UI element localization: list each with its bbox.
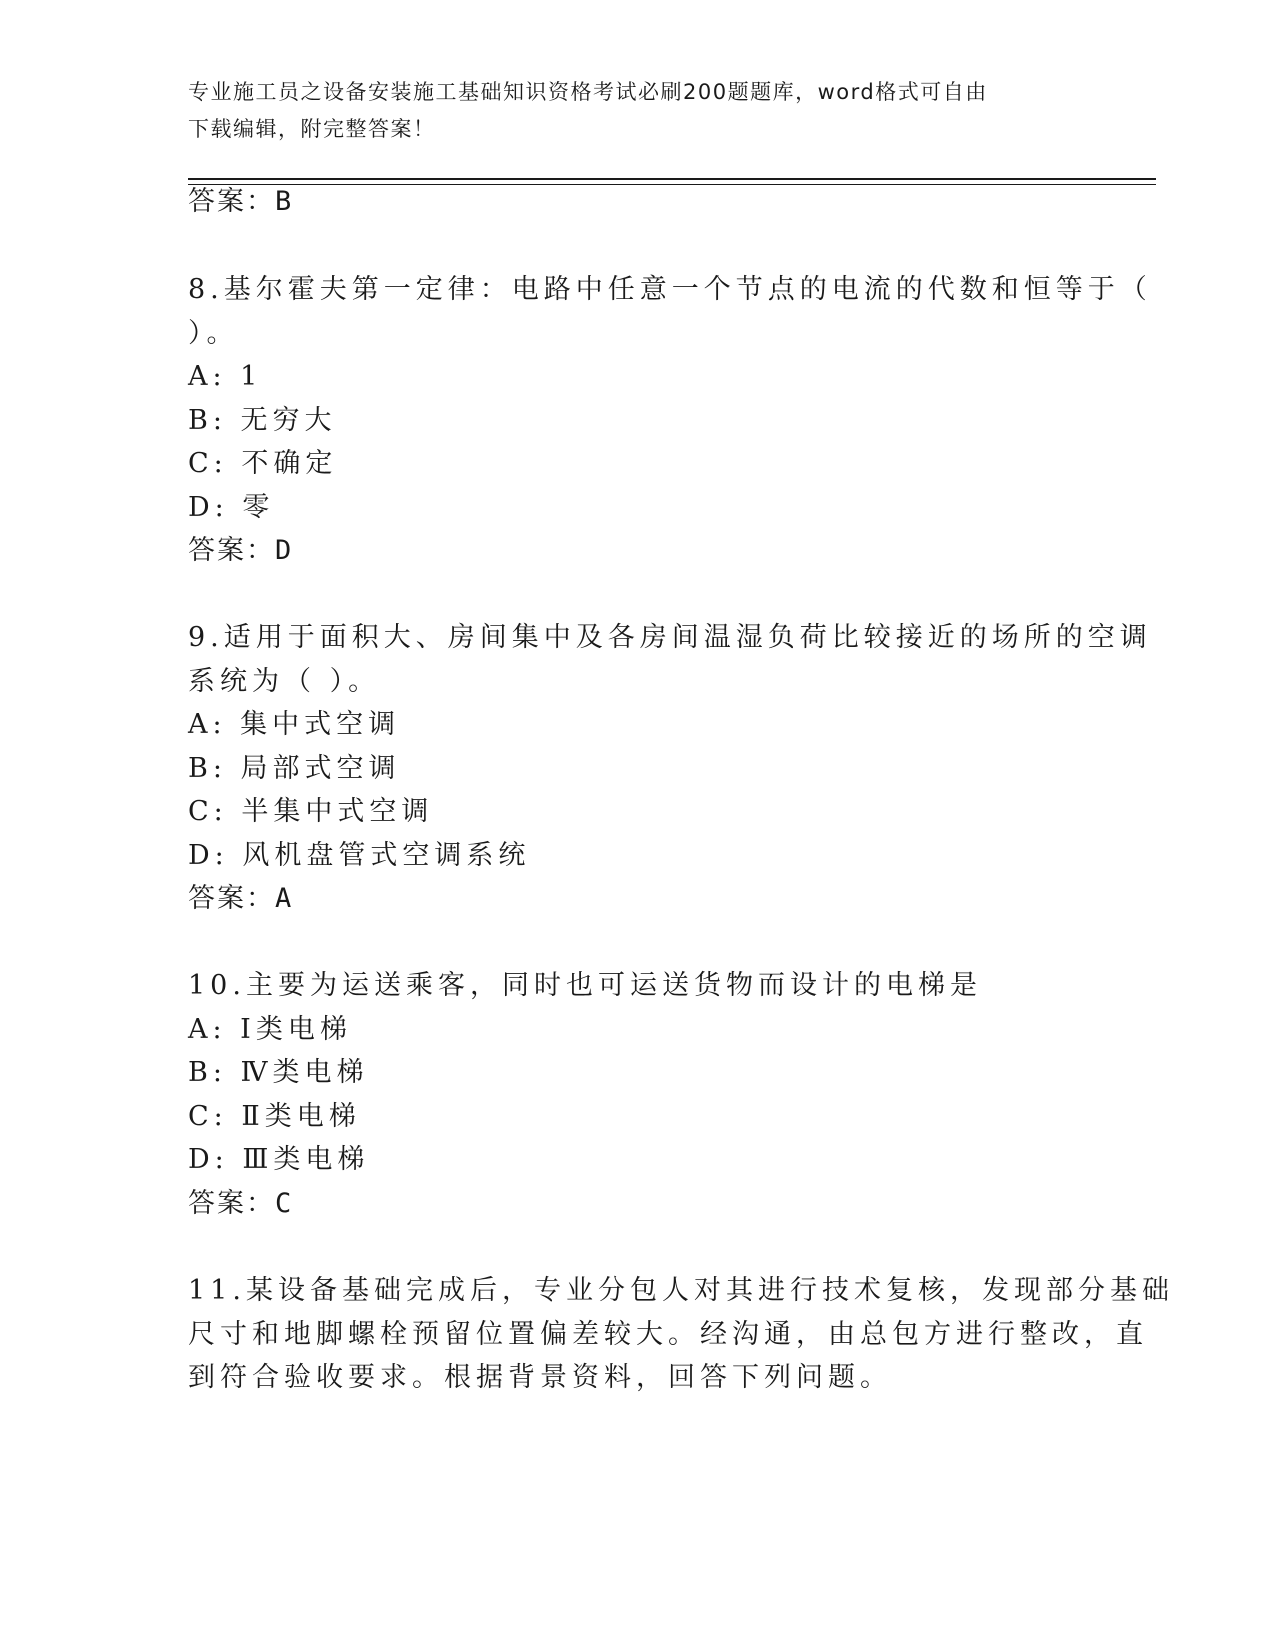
answer-label: 答案： [188,535,275,566]
question-9-option-a: A: 集中式空调 [188,709,401,740]
question-11-text-line-3: 到符合验收要求。根据背景资料，回答下列问题。 [188,1362,892,1393]
header-line-2: 下载编辑，附完整答案！ [188,117,436,141]
question-8-text-line-2: ）。 [188,318,239,349]
document-header [188,74,1068,148]
question-9-option-d: D: 风机盘管式空调系统 [188,840,531,871]
answer-question-10 [188,1186,291,1222]
question-10-text-line-1: 10.主要为运送乘客，同时也可运送货物而设计的电梯是 [188,970,982,1001]
answer-prev [188,184,291,220]
header-divider-thin [188,184,1156,185]
answer-value: B [275,186,292,217]
question-9-text-line-1: 9.适用于面积大、房间集中及各房间温湿负荷比较接近的场所的空调 [188,622,1152,653]
question-9-option-b: B: 局部式空调 [188,753,401,784]
answer-label: 答案： [188,186,275,217]
question-9-option-c: C: 半集中式空调 [188,796,434,827]
header-line-1: 专业施工员之设备安装施工基础知识资格考试必刷200题题库，word格式可自由 [188,80,988,104]
question-10-option-d: D: Ⅲ类电梯 [188,1144,370,1175]
answer-label: 答案： [188,1188,275,1219]
question-10-option-b: B: Ⅳ类电梯 [188,1057,369,1088]
question-10-option-a: A: Ⅰ类电梯 [188,1014,352,1045]
answer-question-9 [188,881,291,917]
answer-value: D [275,535,292,566]
answer-question-8 [188,533,291,569]
question-11-text-line-1: 11.某设备基础完成后，专业分包人对其进行技术复核，发现部分基础 [188,1275,1174,1306]
question-9-text-line-2: 系统为（ ）。 [188,666,381,697]
question-11-text-line-2: 尺寸和地脚螺栓预留位置偏差较大。经沟通，由总包方进行整改，直 [188,1319,1148,1350]
question-8-text-line-1: 8.基尔霍夫第一定律：电路中任意一个节点的电流的代数和恒等于（ [188,274,1152,305]
answer-value: A [275,883,292,914]
answer-label: 答案： [188,883,275,914]
question-10-option-c: C: Ⅱ类电梯 [188,1101,361,1132]
question-8-option-a: A: 1 [188,361,263,392]
question-8-option-c: C: 不确定 [188,448,338,479]
header-divider-thick [188,178,1156,180]
question-8-option-d: D: 零 [188,492,275,523]
answer-value: C [275,1188,292,1219]
question-8-option-b: B: 无穷大 [188,405,337,436]
